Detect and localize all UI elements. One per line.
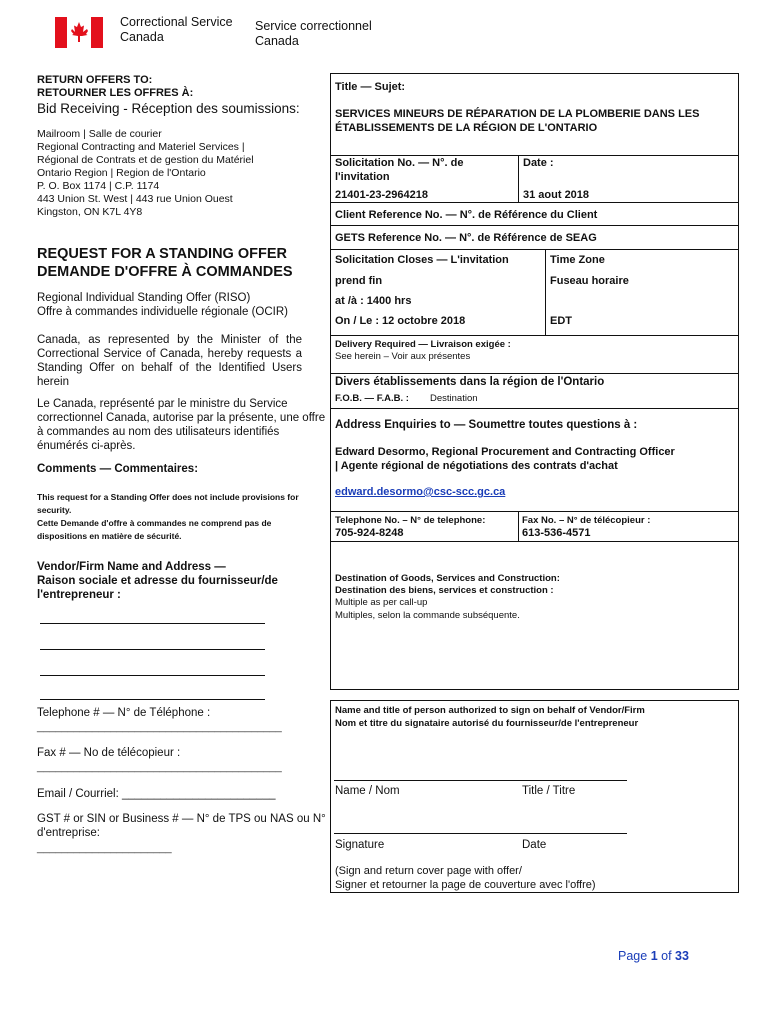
fax-no-value: 613-536-4571 [522, 527, 591, 539]
solicitation-number: 21401-23-2964218 [335, 189, 428, 201]
fob-value: Destination [430, 393, 478, 404]
return-offers-heading: RETURN OFFERS TO: RETOURNER LES OFFRES À: [37, 74, 194, 99]
telephone-label: Telephone # — N° de Téléphone : [37, 707, 211, 719]
vendor-line-4[interactable] [40, 699, 265, 700]
gets-reference: GETS Reference No. — N°. de Référence de SEAG [335, 232, 597, 244]
contact-title-fr: | Agente régional de négotiations des contrats d'achat [335, 460, 618, 472]
fax-no-label: Fax No. – N° de télécopieur : [522, 515, 651, 526]
fax-label: Fax # — No de télécopieur : [37, 747, 181, 759]
comments-heading: Comments — Commentaires: [37, 463, 199, 475]
vendor-line-2[interactable] [40, 649, 265, 650]
destination-value-fr: Multiples, selon la commande subséquente. [335, 610, 520, 621]
request-statement-en: Canada, as represented by the Minister of the Correctional Service of Canada, hereby requests a Standing Offer on behalf of the Identified Users herein [37, 334, 302, 388]
date-label: Date : [523, 157, 554, 169]
department-name-fr: Service correctionnel Canada [255, 19, 372, 48]
closes-date: On / Le : 12 octobre 2018 [335, 315, 466, 327]
delivery-value: See herein – Voir aux présentes [335, 351, 471, 362]
title-value: SERVICES MINEURS DE RÉPARATION DE LA PLOMBERIE DANS LES ÉTABLISSEMENTS DE LA RÉGION DE L'ONTARIO [335, 108, 700, 134]
department-name-en: Correctional Service Canada [120, 15, 233, 44]
telephone-field[interactable]: ________________________________________ [37, 721, 282, 733]
closes-label-2: prend fin [335, 275, 383, 287]
client-reference: Client Reference No. — N°. de Référence du Client [335, 209, 598, 221]
gst-field[interactable]: ______________________ [37, 842, 172, 854]
timezone-value: EDT [550, 315, 572, 327]
fax-field[interactable]: ________________________________________ [37, 761, 282, 773]
signature-box [330, 700, 739, 893]
vendor-line-1[interactable] [40, 623, 265, 624]
instruction-en: (Sign and return cover page with offer/ [335, 865, 522, 877]
name-title-line[interactable] [334, 780, 627, 781]
destination-label-fr: Destination des biens, services et construction : [335, 585, 554, 596]
timezone-label-en: Time Zone [550, 254, 605, 266]
enquiries-label: Address Enquiries to — Soumettre toutes questions à : [335, 419, 638, 431]
bid-receiving-label: Bid Receiving - Réception des soumissions: [37, 101, 300, 116]
vendor-line-3[interactable] [40, 675, 265, 676]
telephone-no-label: Telephone No. – N° de telephone: [335, 515, 486, 526]
timezone-label-fr: Fuseau horaire [550, 275, 629, 287]
contact-email-link[interactable]: edward.desormo@csc-scc.gc.ca [335, 486, 506, 498]
institutions-label: Divers établissements dans la région de l'Ontario [335, 376, 605, 388]
destination-label-en: Destination of Goods, Services and Construction: [335, 573, 560, 584]
telephone-no-value: 705-924-8248 [335, 527, 404, 539]
request-statement-fr: Le Canada, représenté par le ministre du Service correctionnel Canada, autorise par la présente, une offre à commandes au nom des utilisateurs identifiés énumérés ci-après. [37, 398, 326, 452]
solicitation-label: Solicitation No. — N°. de l'invitation [335, 157, 464, 183]
delivery-label: Delivery Required — Livraison exigée : [335, 339, 511, 350]
gst-label: GST # or SIN or Business # — N° de TPS ou NAS ou N° d'entreprise: [37, 813, 326, 839]
instruction-fr: Signer et retourner la page de couverture avec l'offre) [335, 879, 596, 891]
fob-label: F.O.B. — F.A.B. : [335, 393, 409, 404]
date-value: 31 aout 2018 [523, 189, 590, 201]
contact-name: Edward Desormo, Regional Procurement and Contracting Officer [335, 446, 675, 458]
signature-date-label: Date [522, 839, 547, 851]
solicitation-info-box [330, 73, 739, 690]
title-label: Title — Sujet: [335, 81, 406, 93]
email-field[interactable]: Email / Courriel: ________________________ [37, 788, 276, 800]
page-number: Page 1 of 33 [618, 949, 689, 963]
canada-flag-logo [55, 17, 103, 48]
signature-date-line[interactable] [334, 833, 627, 834]
riso-label: Regional Individual Standing Offer (RISO) Offre à commandes individuelle régionale (OCIR) [37, 292, 288, 318]
vendor-heading: Vendor/Firm Name and Address — Raison sociale et adresse du fournisseur/de l'entrepreneur : [37, 561, 278, 601]
signature-heading-en: Name and title of person authorized to sign on behalf of Vendor/Firm [335, 705, 645, 716]
name-label: Name / Nom [335, 785, 400, 797]
signature-label: Signature [335, 839, 385, 851]
mailing-address: Mailroom | Salle de courier Regional Contracting and Materiel Services | Régional de Contrats et de gestion du Matériel Ontario Region | Region de l'Ontario P. O. Box 1174 | C.P. 1174 443 Union St. West | 443 rue Union Ouest Kingston, ON K7L 4Y8 [37, 128, 254, 218]
security-note: This request for a Standing Offer does not include provisions for security. Cette Demande d'offre à commandes ne comprend pas de dispositions en matière de sécurité. [37, 492, 299, 541]
signature-heading-fr: Nom et titre du signataire autorisé du fournisseur/de l'entrepreneur [335, 718, 639, 729]
closes-time: at /à : 1400 hrs [335, 295, 412, 307]
destination-value-en: Multiple as per call-up [335, 597, 428, 608]
title-label: Title / Titre [522, 785, 576, 797]
document-title: REQUEST FOR A STANDING OFFER DEMANDE D'OFFRE À COMMANDES [37, 246, 293, 280]
closes-label: Solicitation Closes — L'invitation [335, 254, 509, 266]
